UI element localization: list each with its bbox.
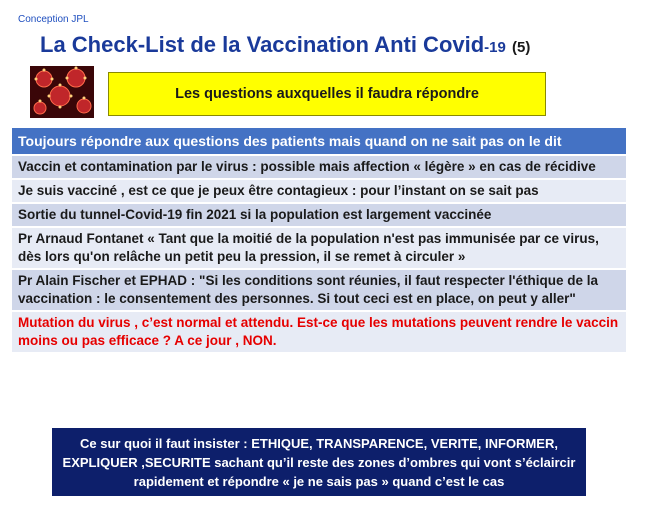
conclusion-text: Ce sur quoi il faut insister : ETHIQUE, TRANSPARENCE, VERITE, INFORMER, EXPLIQUER ,SECURITE sachant qu’il reste des zones d’ombres qui vont s’éclaircir rapidement et répondre « je ne sais pas » quand c’est le cas	[62, 435, 576, 489]
subtitle-banner: Les questions auxquelles il faudra répondre	[108, 72, 546, 116]
checklist-row-mutation: Mutation du virus , c’est normal et attendu. Est-ce que les mutations peuvent rendre le vaccin moins ou pas efficace ? A ce jour , NON.	[12, 312, 626, 354]
checklist-row: Vaccin et contamination par le virus : possible mais affection « légère » en cas de récidive	[12, 156, 626, 180]
checklist-row: Sortie du tunnel-Covid-19 fin 2021 si la population est largement vaccinée	[12, 204, 626, 228]
author-credit: Conception JPL	[18, 14, 89, 25]
title-number: (5)	[511, 39, 531, 56]
checklist-row: Je suis vacciné , est ce que je peux être contagieux : pour l’instant on se sait pas	[12, 180, 626, 204]
title-main: La Check-List de la Vaccination Anti Covid	[40, 32, 485, 57]
slide-title	[40, 32, 640, 58]
title-suffix: -19	[484, 39, 506, 56]
checklist-row: Pr Alain Fischer et EPHAD : "Si les conditions sont réunies, il faut respecter l'éthique de la vaccination : le consentement des personnes. Si tout ceci est en place, on peut y aller"	[12, 270, 626, 312]
conclusion-box	[52, 428, 586, 496]
checklist-table	[12, 128, 626, 354]
checklist-row: Pr Arnaud Fontanet « Tant que la moitié de la population n'est pas immunisée par ce virus, dès lors qu'on relâche un petit peu la pression, il se remet à circuler »	[12, 228, 626, 270]
checklist-row-header: Toujours répondre aux questions des patients mais quand on ne sait pas on le dit	[12, 128, 626, 156]
coronavirus-image-icon	[30, 66, 94, 118]
